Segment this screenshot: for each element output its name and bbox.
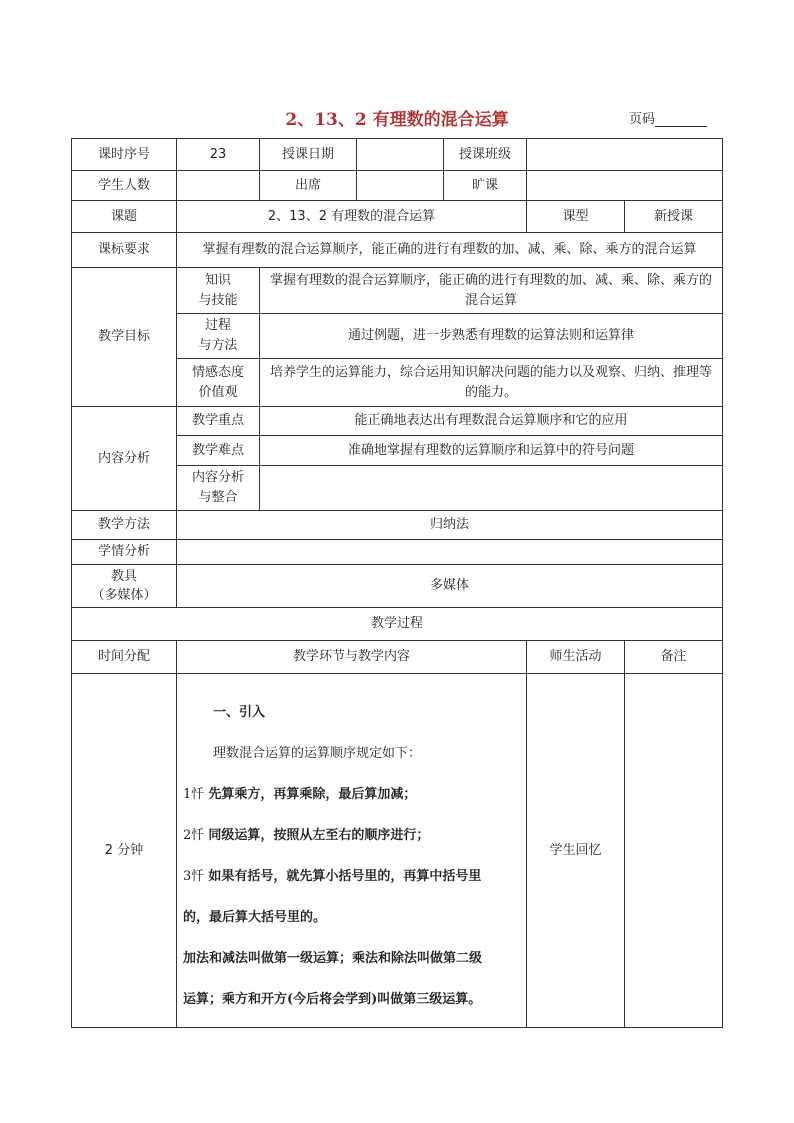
process-label: 过程 与方法 [177,314,260,359]
date-value [357,139,444,171]
lesson-no-value: 23 [177,139,260,171]
rule-2 [183,815,520,856]
rule-3-cont [183,897,520,938]
rule-2-num: 2忏 [183,828,205,843]
step1-heading: 一、引入 [213,705,266,720]
lesson-plan-table [71,138,723,1028]
page-number-label: 页码 [629,112,656,127]
process-header: 教学过程 [72,608,723,641]
level-line-b [183,979,520,1020]
tools-label: 教具 （多媒体） [72,565,177,608]
class-label: 授课班级 [444,139,527,171]
type-label: 课型 [527,201,625,233]
tools-value: 多媒体 [177,565,723,608]
difficulty-label: 教学难点 [177,436,260,466]
level-text-b: 运算；乘方和开方(今后将会学到)叫做第三级运算。 [183,992,482,1007]
row-topic [72,201,723,233]
integrate-label: 内容分析 与整合 [177,466,260,511]
rule-3-text-b: 的，最后算大括号里的。 [183,910,327,925]
class-value [527,139,723,171]
step1-activity: 学生回忆 [527,674,625,1028]
level-text-a: 加法和减法叫做第一级运算；乘法和除法叫做第二级 [183,951,483,966]
attend-value [357,171,444,201]
attend-label: 出席 [260,171,357,201]
step1-intro: 理数混合运算的运算顺序规定如下： [213,746,422,761]
key-value: 能正确地表达出有理数混合运算顺序和它的应用 [260,407,723,436]
knowledge-value: 掌握有理数的混合运算顺序，能正确的进行有理数的加、减、乘、除、乘方的混合运算 [260,268,723,314]
knowledge-label: 知识 与技能 [177,268,260,314]
rule-3-num: 3忏 [183,869,205,884]
topic-label: 课题 [72,201,177,233]
page-number-blank [655,112,707,127]
key-label: 教学重点 [177,407,260,436]
absent-label: 旷课 [444,171,527,201]
rule-1-num: 1忏 [183,787,205,802]
row-columns [72,641,723,674]
students-value [177,171,260,201]
type-value: 新授课 [625,201,723,233]
lesson-no-label: 课时序号 [72,139,177,171]
students-label: 学生人数 [72,171,177,201]
row-analysis-key [72,407,723,436]
row-process-header [72,608,723,641]
process-value: 通过例题，进一步熟悉有理数的运算法则和运算律 [260,314,723,359]
topic-value: 2、13、2 有理数的混合运算 [177,201,527,233]
rule-2-text: 同级运算，按照从左至右的顺序进行； [208,828,430,843]
rule-3-text-a: 如果有括号，就先算小括号里的，再算中括号里 [208,869,482,884]
step1-content [177,674,527,1028]
row-tools [72,565,723,608]
rule-1-text: 先算乘方，再算乘除，最后算加减； [208,787,417,802]
rule-1 [183,774,520,815]
step1-note [625,674,723,1028]
row-step-intro [72,674,723,1028]
page-title: 2、13、2 有理数的混合运算 [285,110,509,130]
row-attendance [72,171,723,201]
attitude-value: 培养学生的运算能力，综合运用知识解决问题的能力以及观察、归纳、推理等的能力。 [260,359,723,407]
difficulty-value: 准确地掌握有理数的运算顺序和运算中的符号问题 [260,436,723,466]
row-method [72,511,723,540]
standard-value: 掌握有理数的混合运算顺序，能正确的进行有理数的加、减、乘、除、乘方的混合运算 [177,233,723,268]
situation-label: 学情分析 [72,540,177,565]
col-content: 教学环节与教学内容 [177,641,527,674]
method-label: 教学方法 [72,511,177,540]
row-lesson-info [72,139,723,171]
standard-label: 课标要求 [72,233,177,268]
integrate-value [260,466,723,511]
level-line-a [183,938,520,979]
analysis-label: 内容分析 [72,407,177,511]
row-situation [72,540,723,565]
goals-label: 教学目标 [72,268,177,407]
method-value: 归纳法 [177,511,723,540]
page-number-field [629,108,707,127]
absent-value [527,171,723,201]
col-activity: 师生活动 [527,641,625,674]
row-standard [72,233,723,268]
date-label: 授课日期 [260,139,357,171]
row-goal-knowledge [72,268,723,314]
rule-3 [183,856,520,897]
col-note: 备注 [625,641,723,674]
step1-time: 2 分钟 [72,674,177,1028]
situation-value [177,540,723,565]
col-time: 时间分配 [72,641,177,674]
attitude-label: 情感态度 价值观 [177,359,260,407]
